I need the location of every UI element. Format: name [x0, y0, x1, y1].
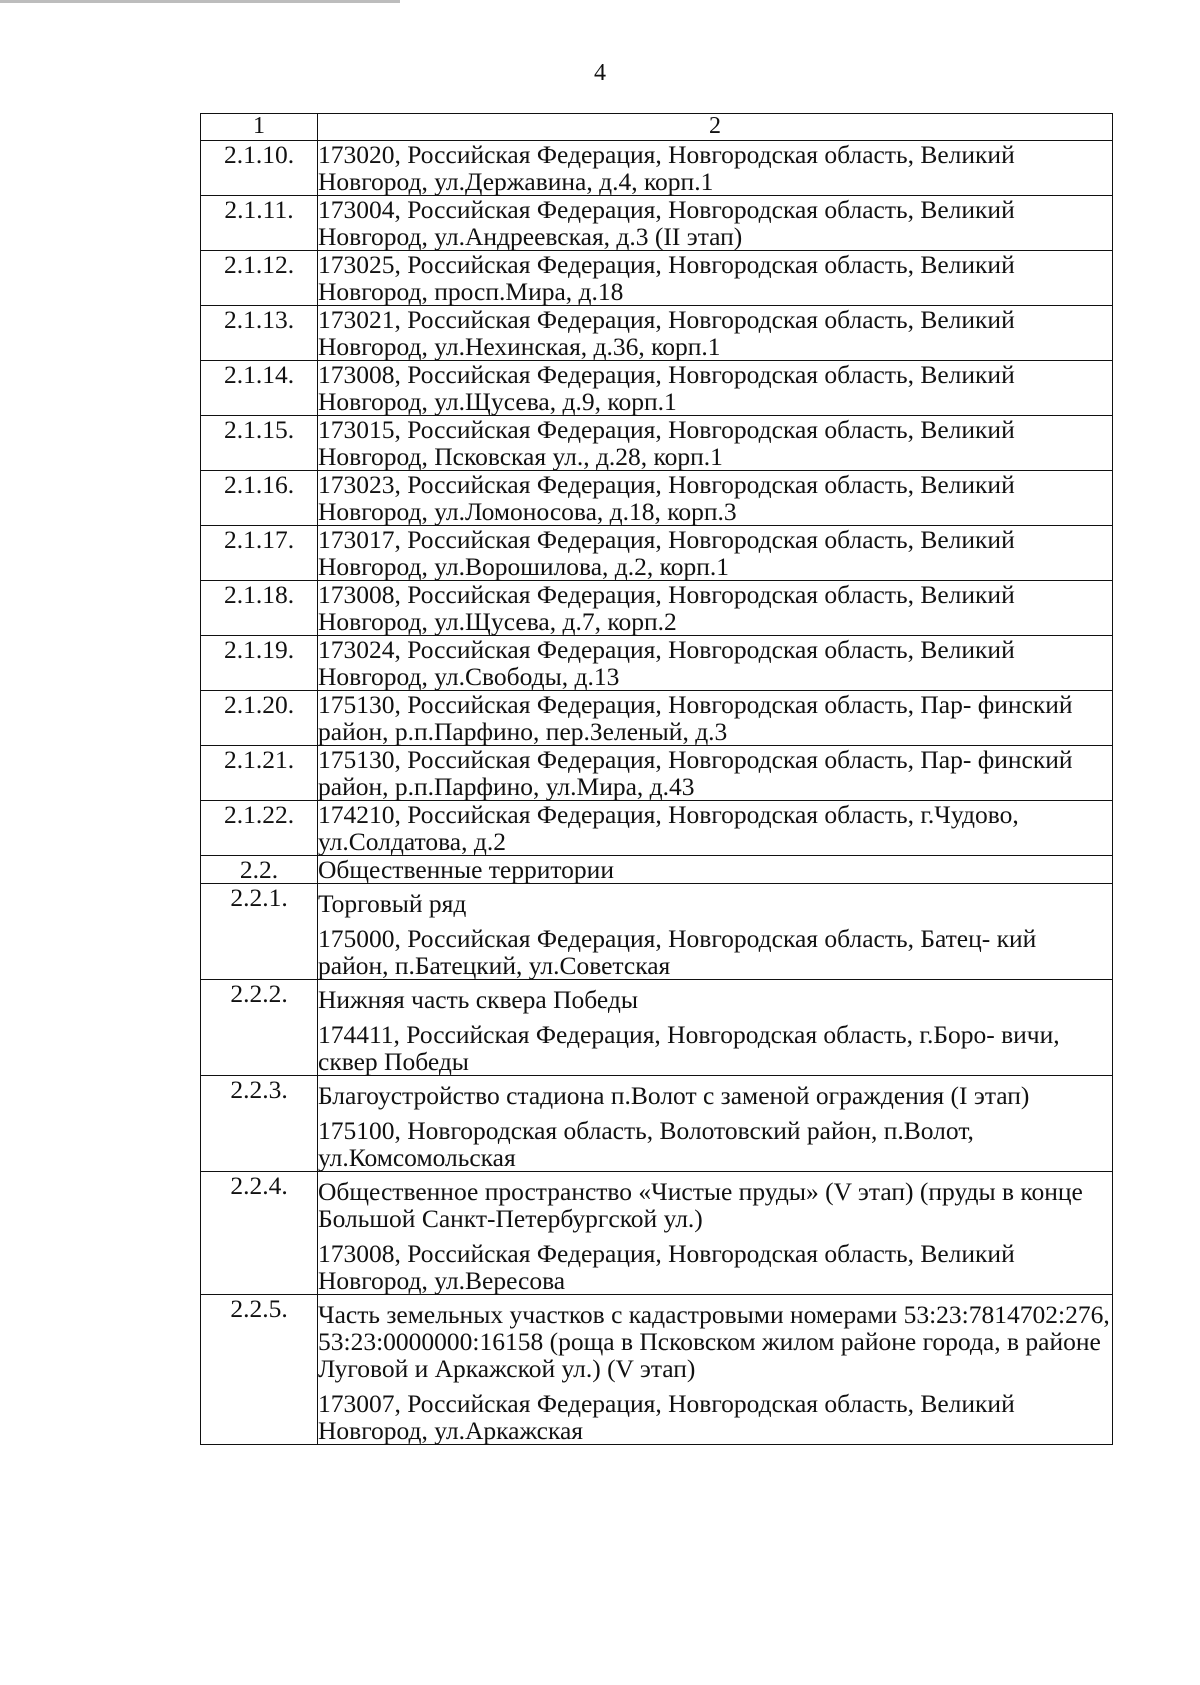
row-number: 2.1.11. — [201, 196, 318, 251]
row-text: 175130, Российская Федерация, Новгородская область, Пар- финский район, р.п.Парфино, ул.Мира, д.43 — [318, 745, 1073, 801]
row-number: 2.1.21. — [201, 746, 318, 801]
row-text: 173015, Российская Федерация, Новгородская область, Великий Новгород, Псковская ул., д.28, корп.1 — [318, 415, 1015, 471]
row-number: 2.1.17. — [201, 526, 318, 581]
table-row — [201, 251, 1113, 306]
row-text: Часть земельных участков с кадастровыми номерами 53:23:7814702:276, 53:23:0000000:16158 (роща в Псковском жилом районе города, в районе Луговой и Аркажской ул.) (V этап) — [318, 1300, 1110, 1383]
row-number: 2.1.16. — [201, 471, 318, 526]
table-row — [201, 801, 1113, 856]
row-number: 2.2.5. — [201, 1295, 318, 1445]
row-text: 173024, Российская Федерация, Новгородская область, Великий Новгород, ул.Свободы, д.13 — [318, 635, 1015, 691]
column-header-number: 1 — [201, 114, 318, 141]
row-number: 2.1.18. — [201, 581, 318, 636]
row-text: 173023, Российская Федерация, Новгородская область, Великий Новгород, ул.Ломоносова, д.18, корп.3 — [318, 470, 1015, 526]
row-description — [318, 1295, 1113, 1445]
row-description — [318, 526, 1113, 581]
row-description — [318, 361, 1113, 416]
row-text: 173004, Российская Федерация, Новгородская область, Великий Новгород, ул.Андреевская, д.3 (II этап) — [318, 195, 1015, 251]
row-description — [318, 691, 1113, 746]
row-text: Нижняя часть сквера Победы — [318, 985, 639, 1014]
row-description — [318, 746, 1113, 801]
row-number: 2.1.22. — [201, 801, 318, 856]
row-number: 2.2.4. — [201, 1172, 318, 1295]
table-row — [201, 526, 1113, 581]
row-description — [318, 141, 1113, 196]
row-description — [318, 884, 1113, 980]
table-body — [201, 141, 1113, 1445]
table-row — [201, 581, 1113, 636]
table-row — [201, 636, 1113, 691]
table-row — [201, 1076, 1113, 1172]
row-text: 173025, Российская Федерация, Новгородская область, Великий Новгород, просп.Мира, д.18 — [318, 250, 1015, 306]
row-description — [318, 306, 1113, 361]
row-text: 174210, Российская Федерация, Новгородская область, г.Чудово, ул.Солдатова, д.2 — [318, 800, 1019, 856]
table-row — [201, 361, 1113, 416]
table-row — [201, 746, 1113, 801]
row-text: 173017, Российская Федерация, Новгородская область, Великий Новгород, ул.Ворошилова, д.2, корп.1 — [318, 525, 1015, 581]
row-number: 2.1.13. — [201, 306, 318, 361]
row-number: 2.1.14. — [201, 361, 318, 416]
row-description — [318, 581, 1113, 636]
row-number: 2.2.1. — [201, 884, 318, 980]
row-description — [318, 980, 1113, 1076]
addresses-table — [200, 113, 1113, 1445]
row-number: 2.1.10. — [201, 141, 318, 196]
row-text: 173008, Российская Федерация, Новгородская область, Великий Новгород, ул.Щусева, д.9, корп.1 — [318, 360, 1015, 416]
row-address: 175100, Новгородская область, Волотовский район, п.Волот, ул.Комсомольская — [318, 1116, 974, 1172]
row-description — [318, 636, 1113, 691]
table-row — [201, 196, 1113, 251]
row-number: 2.1.15. — [201, 416, 318, 471]
top-scan-rule — [0, 0, 400, 3]
table-row — [201, 416, 1113, 471]
table-row — [201, 856, 1113, 884]
row-text: 173008, Российская Федерация, Новгородская область, Великий Новгород, ул.Щусева, д.7, корп.2 — [318, 580, 1015, 636]
row-description — [318, 1172, 1113, 1295]
row-number: 2.1.20. — [201, 691, 318, 746]
row-number: 2.2.2. — [201, 980, 318, 1076]
row-text: Торговый ряд — [318, 889, 467, 918]
row-number: 2.1.19. — [201, 636, 318, 691]
table-row — [201, 980, 1113, 1076]
row-description — [318, 471, 1113, 526]
row-address: 174411, Российская Федерация, Новгородская область, г.Боро- вичи, сквер Победы — [318, 1020, 1060, 1076]
row-text: 175130, Российская Федерация, Новгородская область, Пар- финский район, р.п.Парфино, пер.Зеленый, д.3 — [318, 690, 1073, 746]
table-row — [201, 691, 1113, 746]
row-description — [318, 856, 1113, 884]
row-description — [318, 416, 1113, 471]
row-address: 173008, Российская Федерация, Новгородская область, Великий Новгород, ул.Вересова — [318, 1239, 1015, 1295]
row-text: 173021, Российская Федерация, Новгородская область, Великий Новгород, ул.Нехинская, д.36, корп.1 — [318, 305, 1015, 361]
row-text: Благоустройство стадиона п.Волот с заменой ограждения (I этап) — [318, 1081, 1030, 1110]
row-text: 173020, Российская Федерация, Новгородская область, Великий Новгород, ул.Державина, д.4, корп.1 — [318, 140, 1015, 196]
page-number: 4 — [594, 60, 606, 86]
table-header-row — [201, 114, 1113, 141]
row-number: 2.2.3. — [201, 1076, 318, 1172]
table-row — [201, 471, 1113, 526]
row-description — [318, 801, 1113, 856]
row-number: 2.1.12. — [201, 251, 318, 306]
table-row — [201, 141, 1113, 196]
row-description — [318, 1076, 1113, 1172]
row-text: Общественное пространство «Чистые пруды» (V этап) (пруды в конце Большой Санкт-Петербургской ул.) — [318, 1177, 1083, 1233]
table-row — [201, 884, 1113, 980]
table-row — [201, 306, 1113, 361]
row-text: Общественные территории — [318, 855, 614, 884]
row-description — [318, 251, 1113, 306]
row-address: 173007, Российская Федерация, Новгородская область, Великий Новгород, ул.Аркажская — [318, 1389, 1015, 1445]
row-number: 2.2. — [201, 856, 318, 884]
table-row — [201, 1295, 1113, 1445]
table-row — [201, 1172, 1113, 1295]
row-address: 175000, Российская Федерация, Новгородская область, Батец- кий район, п.Батецкий, ул.Советская — [318, 924, 1037, 980]
column-header-description: 2 — [318, 114, 1113, 141]
row-description — [318, 196, 1113, 251]
